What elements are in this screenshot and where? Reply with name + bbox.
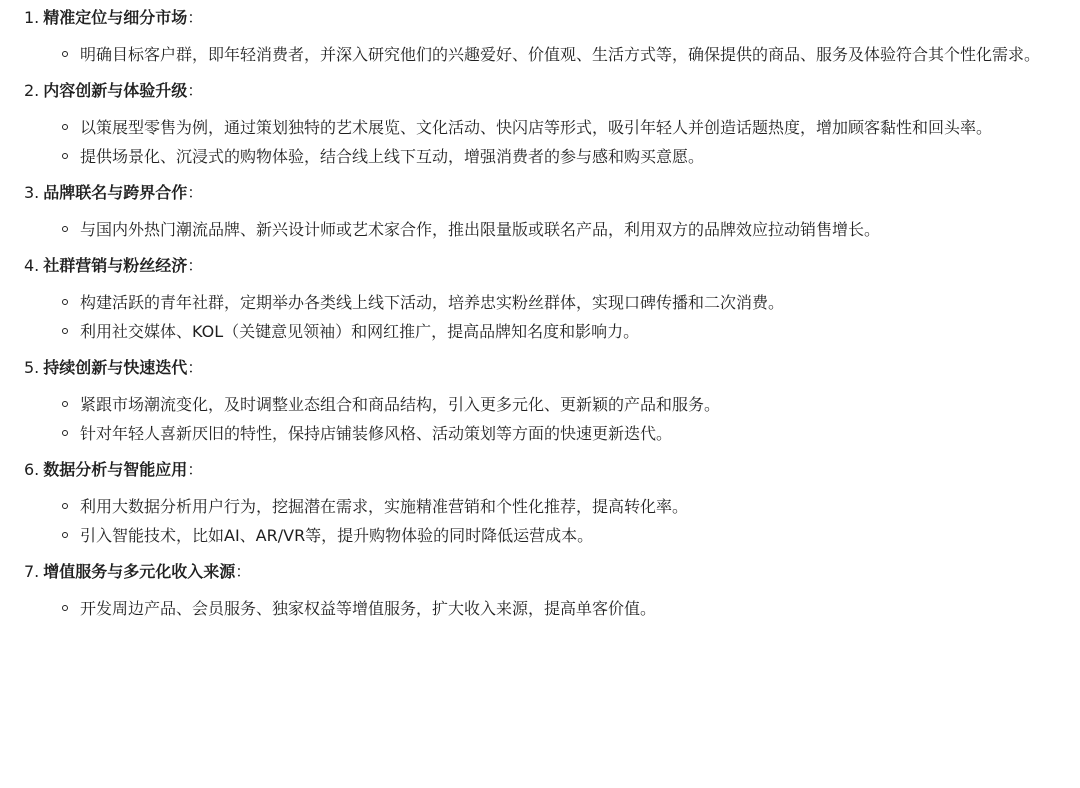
bullet-list (0, 390, 1080, 448)
section-colon: ： (187, 183, 204, 202)
list-item-text: 紧跟市场潮流变化，及时调整业态组合和商品结构，引入更多元化、更新颖的产品和服务。 (80, 395, 721, 414)
list-item (0, 317, 1080, 346)
section-number: 3. (24, 183, 40, 202)
section-heading (24, 80, 1080, 102)
list-section (0, 7, 1080, 80)
list-item (0, 288, 1080, 317)
section-title: 社群营销与粉丝经济 (43, 256, 188, 275)
list-item (0, 113, 1080, 142)
section-heading (24, 182, 1080, 204)
list-item-text: 利用社交媒体、KOL（关键意见领袖）和网红推广，提高品牌知名度和影响力。 (80, 322, 640, 341)
list-item-text: 利用大数据分析用户行为，挖掘潜在需求，实施精准营销和个性化推荐，提高转化率。 (80, 497, 689, 516)
list-item-text: 开发周边产品、会员服务、独家权益等增值服务，扩大收入来源，提高单客价值。 (80, 599, 657, 618)
section-title: 内容创新与体验升级 (43, 81, 188, 100)
list-section (0, 561, 1080, 634)
list-item (0, 419, 1080, 448)
hollow-bullet-icon (62, 328, 68, 334)
list-item-text: 与国内外热门潮流品牌、新兴设计师或艺术家合作，推出限量版或联名产品，利用双方的品牌效应拉动销售增长。 (80, 220, 881, 239)
hollow-bullet-icon (62, 124, 68, 130)
hollow-bullet-icon (62, 226, 68, 232)
hollow-bullet-icon (62, 51, 68, 57)
bullet-list (0, 492, 1080, 550)
list-item-text: 明确目标客户群，即年轻消费者，并深入研究他们的兴趣爱好、价值观、生活方式等，确保提供的商品、服务及体验符合其个性化需求。 (80, 45, 1041, 64)
section-number: 7. (24, 562, 40, 581)
bullet-list (0, 594, 1080, 623)
list-section (0, 459, 1080, 561)
list-item-text: 针对年轻人喜新厌旧的特性，保持店铺装修风格、活动策划等方面的快速更新迭代。 (80, 424, 673, 443)
list-item-text: 构建活跃的青年社群，定期举办各类线上线下活动，培养忠实粉丝群体，实现口碑传播和二次消费。 (80, 293, 785, 312)
list-section (0, 182, 1080, 255)
section-number: 6. (24, 460, 40, 479)
section-title: 数据分析与智能应用 (43, 460, 188, 479)
bullet-list (0, 40, 1080, 69)
hollow-bullet-icon (62, 153, 68, 159)
list-item (0, 521, 1080, 550)
list-section (0, 357, 1080, 459)
hollow-bullet-icon (62, 605, 68, 611)
list-section (0, 80, 1080, 182)
bullet-list (0, 215, 1080, 244)
list-item-text: 引入智能技术，比如AI、AR/VR等，提升购物体验的同时降低运营成本。 (80, 526, 594, 545)
list-item (0, 215, 1080, 244)
section-number: 2. (24, 81, 40, 100)
section-colon: ： (187, 8, 204, 27)
section-title: 增值服务与多元化收入来源 (43, 562, 236, 581)
bullet-list (0, 113, 1080, 171)
hollow-bullet-icon (62, 299, 68, 305)
section-title: 精准定位与细分市场 (43, 8, 188, 27)
list-section (0, 255, 1080, 357)
bullet-list (0, 288, 1080, 346)
list-item (0, 40, 1080, 69)
hollow-bullet-icon (62, 401, 68, 407)
section-title: 品牌联名与跨界合作 (43, 183, 188, 202)
list-item-text: 提供场景化、沉浸式的购物体验，结合线上线下互动，增强消费者的参与感和购买意愿。 (80, 147, 705, 166)
list-item (0, 142, 1080, 171)
list-item (0, 390, 1080, 419)
section-colon: ： (187, 256, 204, 275)
list-item-text: 以策展型零售为例，通过策划独特的艺术展览、文化活动、快闪店等形式，吸引年轻人并创造话题热度，增加顾客黏性和回头率。 (80, 118, 993, 137)
section-colon: ： (187, 460, 204, 479)
hollow-bullet-icon (62, 430, 68, 436)
section-heading (24, 7, 1080, 29)
list-item (0, 492, 1080, 521)
list-item (0, 594, 1080, 623)
section-number: 1. (24, 8, 40, 27)
section-colon: ： (187, 358, 204, 377)
section-heading (24, 561, 1080, 583)
hollow-bullet-icon (62, 503, 68, 509)
section-number: 4. (24, 256, 40, 275)
section-heading (24, 459, 1080, 481)
section-colon: ： (187, 81, 204, 100)
section-heading (24, 255, 1080, 277)
section-colon: ： (235, 562, 252, 581)
section-number: 5. (24, 358, 40, 377)
section-heading (24, 357, 1080, 379)
section-title: 持续创新与快速迭代 (43, 358, 188, 377)
hollow-bullet-icon (62, 532, 68, 538)
